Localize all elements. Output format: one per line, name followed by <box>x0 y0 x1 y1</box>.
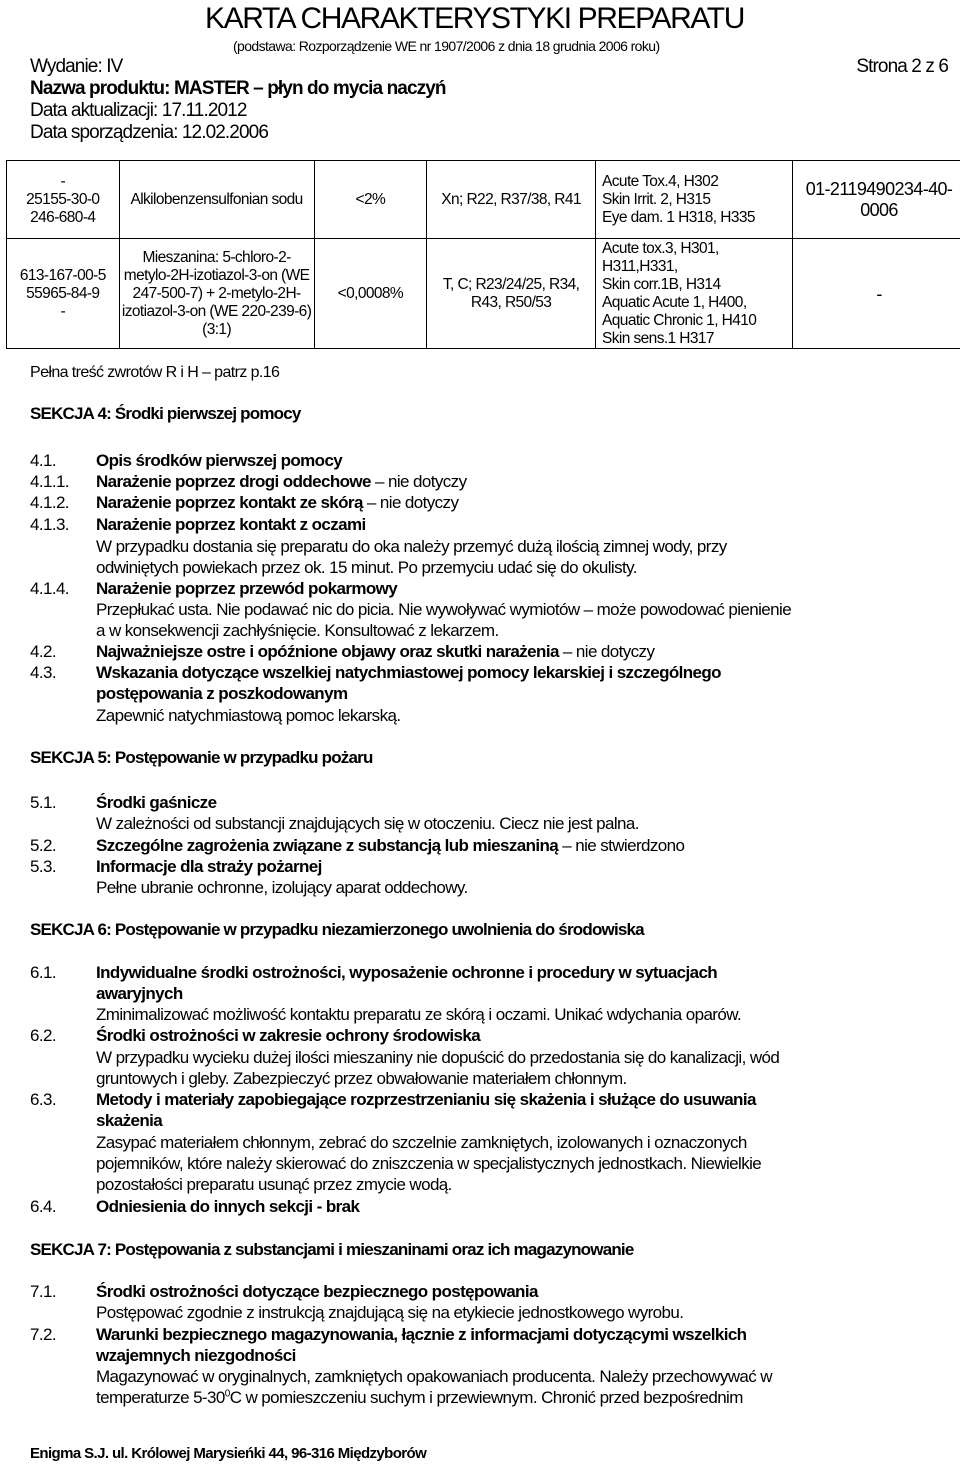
item-number: 7.1. <box>30 1282 56 1301</box>
concentration: <2% <box>314 161 427 239</box>
cas-number: 25155-30-0 <box>26 190 100 208</box>
item-number: 6.2. <box>30 1026 56 1045</box>
item-title: Metody i materiały zapobiegające rozprzestrzenianiu się skażenia i służące do usuwania <box>96 1090 756 1109</box>
section-4-heading: SEKCJA 4: Środki pierwszej pomocy <box>30 404 301 423</box>
index-number: - <box>60 172 66 190</box>
item-text: gruntowych i gleby. Zabezpieczyć przez obwałowanie materiałem chłonnym. <box>96 1069 627 1088</box>
footer-address: Enigma S.J. ul. Królowej Marysieńki 44, 96-316 Międzyborów <box>30 1445 427 1462</box>
substance-name: Alkilobenzensulfonian sodu <box>119 161 314 239</box>
item-text: odwiniętych powiekach przez ok. 15 minut. Po przemyciu udać się do okulisty. <box>96 558 637 577</box>
item-text: Zapewnić natychmiastową pomoc lekarską. <box>96 706 401 725</box>
creation-date: Data sporządzenia: 12.02.2006 <box>30 122 268 143</box>
document-subtitle: (podstawa: Rozporządzenie WE nr 1907/2006 z dnia 18 grudnia 2006 roku) <box>233 38 660 54</box>
hazard-line: Aquatic Acute 1, H400, <box>602 293 747 311</box>
composition-table <box>6 160 960 349</box>
identifiers-cell <box>7 161 120 239</box>
registration-number: 01-2119490234-40-0006 <box>793 161 960 239</box>
item-title: postępowania z poszkodowanym <box>96 684 348 703</box>
hazard-line: Acute Tox.4, H302 <box>602 172 719 190</box>
cas-number: 55965-84-9 <box>26 284 100 302</box>
section-5-heading: SEKCJA 5: Postępowanie w przypadku pożaru <box>30 748 373 767</box>
item-text: W przypadku dostania się preparatu do oka należy przemyć dużą ilością zimnej wody, przy <box>96 537 727 556</box>
item-title: Narażenie poprzez przewód pokarmowy <box>96 579 398 598</box>
classification: Xn; R22, R37/38, R41 <box>427 161 596 239</box>
item-title: Środki ostrożności dotyczące bezpiecznego postępowania <box>96 1282 538 1301</box>
item-title: Szczególne zagrożenia związane z substancją lub mieszaniną – nie stwierdzono <box>96 836 685 855</box>
item-title: Środki gaśnicze <box>96 793 217 812</box>
item-title: skażenia <box>96 1111 163 1130</box>
item-number: 4.2. <box>30 642 56 661</box>
index-number: 613-167-00-5 <box>19 266 106 284</box>
item-text: Magazynować w oryginalnych, zamkniętych opakowaniach producenta. Należy przechowywać w <box>96 1367 772 1386</box>
item-text: Pełne ubranie ochronne, izolujący aparat oddechowy. <box>96 878 468 897</box>
document-title: KARTA CHARAKTERYSTYKI PREPARATU <box>205 2 744 35</box>
hazard-line: Skin sens.1 H317 <box>602 329 714 347</box>
hazard-line: H311,H331, <box>602 257 678 275</box>
item-title: Wskazania dotyczące wszelkiej natychmiastowej pomocy lekarskiej i szczególnego <box>96 663 721 682</box>
item-number: 5.2. <box>30 836 56 855</box>
item-text: temperaturze $5-30^0C$ w pomieszczeniu suchym i przewiewnym. Chronić przed bezpośrednim <box>96 1388 743 1407</box>
item-text: a w konsekwencji zachłyśnięcie. Konsultować z lekarzem. <box>96 621 499 640</box>
item-title: Informacje dla straży pożarnej <box>96 857 322 876</box>
item-text: pojemników, które należy skierować do zniszczenia w specjalistycznych jednostkach. Niewielkie <box>96 1154 762 1173</box>
item-text: Zminimalizować możliwość kontaktu preparatu ze skórą i oczami. Unikać wdychania oparów. <box>96 1005 742 1024</box>
item-title: wzajemnych niezgodności <box>96 1346 296 1365</box>
item-title: Narażenie poprzez kontakt ze skórą – nie dotyczy <box>96 493 459 512</box>
substance-name: Mieszanina: 5-chloro-2-metylo-2H-izotiazol-3-on (WE 247-500-7) + 2-metylo-2H-izotiazol-3-on (WE 220-239-6) (3:1) <box>119 239 314 349</box>
item-title: Opis środków pierwszej pomocy <box>96 451 343 470</box>
item-title: Warunki bezpiecznego magazynowania, łącznie z informacjami dotyczącymi wszelkich <box>96 1325 747 1344</box>
item-text: pozostałości preparatu usunąć przez zmycie wodą. <box>96 1175 452 1194</box>
item-number: 4.1.2. <box>30 493 69 512</box>
concentration: <0,0008% <box>314 239 427 349</box>
item-text: Przepłukać usta. Nie podawać nic do picia. Nie wywoływać wymiotów – może powodować pienienie <box>96 600 792 619</box>
ec-number: - <box>60 302 66 320</box>
ec-number: 246-680-4 <box>30 208 96 226</box>
hazard-line: Acute tox.3, H301, <box>602 239 719 257</box>
product-name: MASTER – płyn do mycia naczyń <box>173 78 446 99</box>
hazard-statements <box>596 161 793 239</box>
item-text: Postępować zgodnie z instrukcją znajdującą się na etykiecie jednostkowego wyrobu. <box>96 1303 684 1322</box>
hazard-line: Skin corr.1B, H314 <box>602 275 721 293</box>
item-text: W przypadku wycieku dużej ilości mieszaniny nie dopuścić do przedostania się do kanalizacji, wód <box>96 1048 780 1067</box>
item-number: 5.1. <box>30 793 56 812</box>
product-label: Nazwa produktu: <box>30 78 170 99</box>
item-title: Narażenie poprzez kontakt z oczami <box>96 515 366 534</box>
item-title: Indywidualne środki ostrożności, wyposażenie ochronne i procedury w sytuacjach <box>96 963 718 982</box>
classification: T, C; R23/24/25, R34, R43, R50/53 <box>427 239 596 349</box>
item-text: W zależności od substancji znajdujących się w otoczeniu. Ciecz nie jest palna. <box>96 814 639 833</box>
hazard-line: Aquatic Chronic 1, H410 <box>602 311 757 329</box>
item-number: 4.1.4. <box>30 579 69 598</box>
item-number: 6.1. <box>30 963 56 982</box>
item-title: awaryjnych <box>96 984 183 1003</box>
item-number: 4.1.3. <box>30 515 69 534</box>
hazard-statements <box>596 239 793 349</box>
hazard-line: Eye dam. 1 H318, H335 <box>602 208 755 226</box>
item-number: 6.3. <box>30 1090 56 1109</box>
identifiers-cell <box>7 239 120 349</box>
item-title: Środki ostrożności w zakresie ochrony środowiska <box>96 1026 481 1045</box>
edition: Wydanie: IV <box>30 56 123 77</box>
update-date: Data aktualizacji: 17.11.2012 <box>30 100 247 121</box>
item-number: 4.1. <box>30 451 56 470</box>
r-h-phrases-note: Pełna treść zwrotów R i H – patrz p.16 <box>30 364 280 381</box>
item-number: 6.4. <box>30 1197 56 1216</box>
hazard-line: Skin Irrit. 2, H315 <box>602 190 711 208</box>
table-row <box>7 161 960 239</box>
item-text: Zasypać materiałem chłonnym, zebrać do szczelnie zamkniętych, izolowanych i oznaczonych <box>96 1133 747 1152</box>
item-number: 5.3. <box>30 857 56 876</box>
item-number: 7.2. <box>30 1325 56 1344</box>
item-number: 4.3. <box>30 663 56 682</box>
section-6-heading: SEKCJA 6: Postępowanie w przypadku niezamierzonego uwolnienia do środowiska <box>30 920 644 939</box>
table-row <box>7 239 960 349</box>
registration-number: - <box>793 239 960 349</box>
item-number: 4.1.1. <box>30 472 69 491</box>
product-line <box>30 78 446 100</box>
item-title: Odniesienia do innych sekcji - brak <box>96 1197 360 1216</box>
section-7-heading: SEKCJA 7: Postępowania z substancjami i mieszaninami oraz ich magazynowanie <box>30 1240 634 1259</box>
page-number: Strona 2 z 6 <box>856 56 948 77</box>
item-title: Narażenie poprzez drogi oddechowe – nie dotyczy <box>96 472 467 491</box>
item-title: Najważniejsze ostre i opóźnione objawy oraz skutki narażenia – nie dotyczy <box>96 642 655 661</box>
